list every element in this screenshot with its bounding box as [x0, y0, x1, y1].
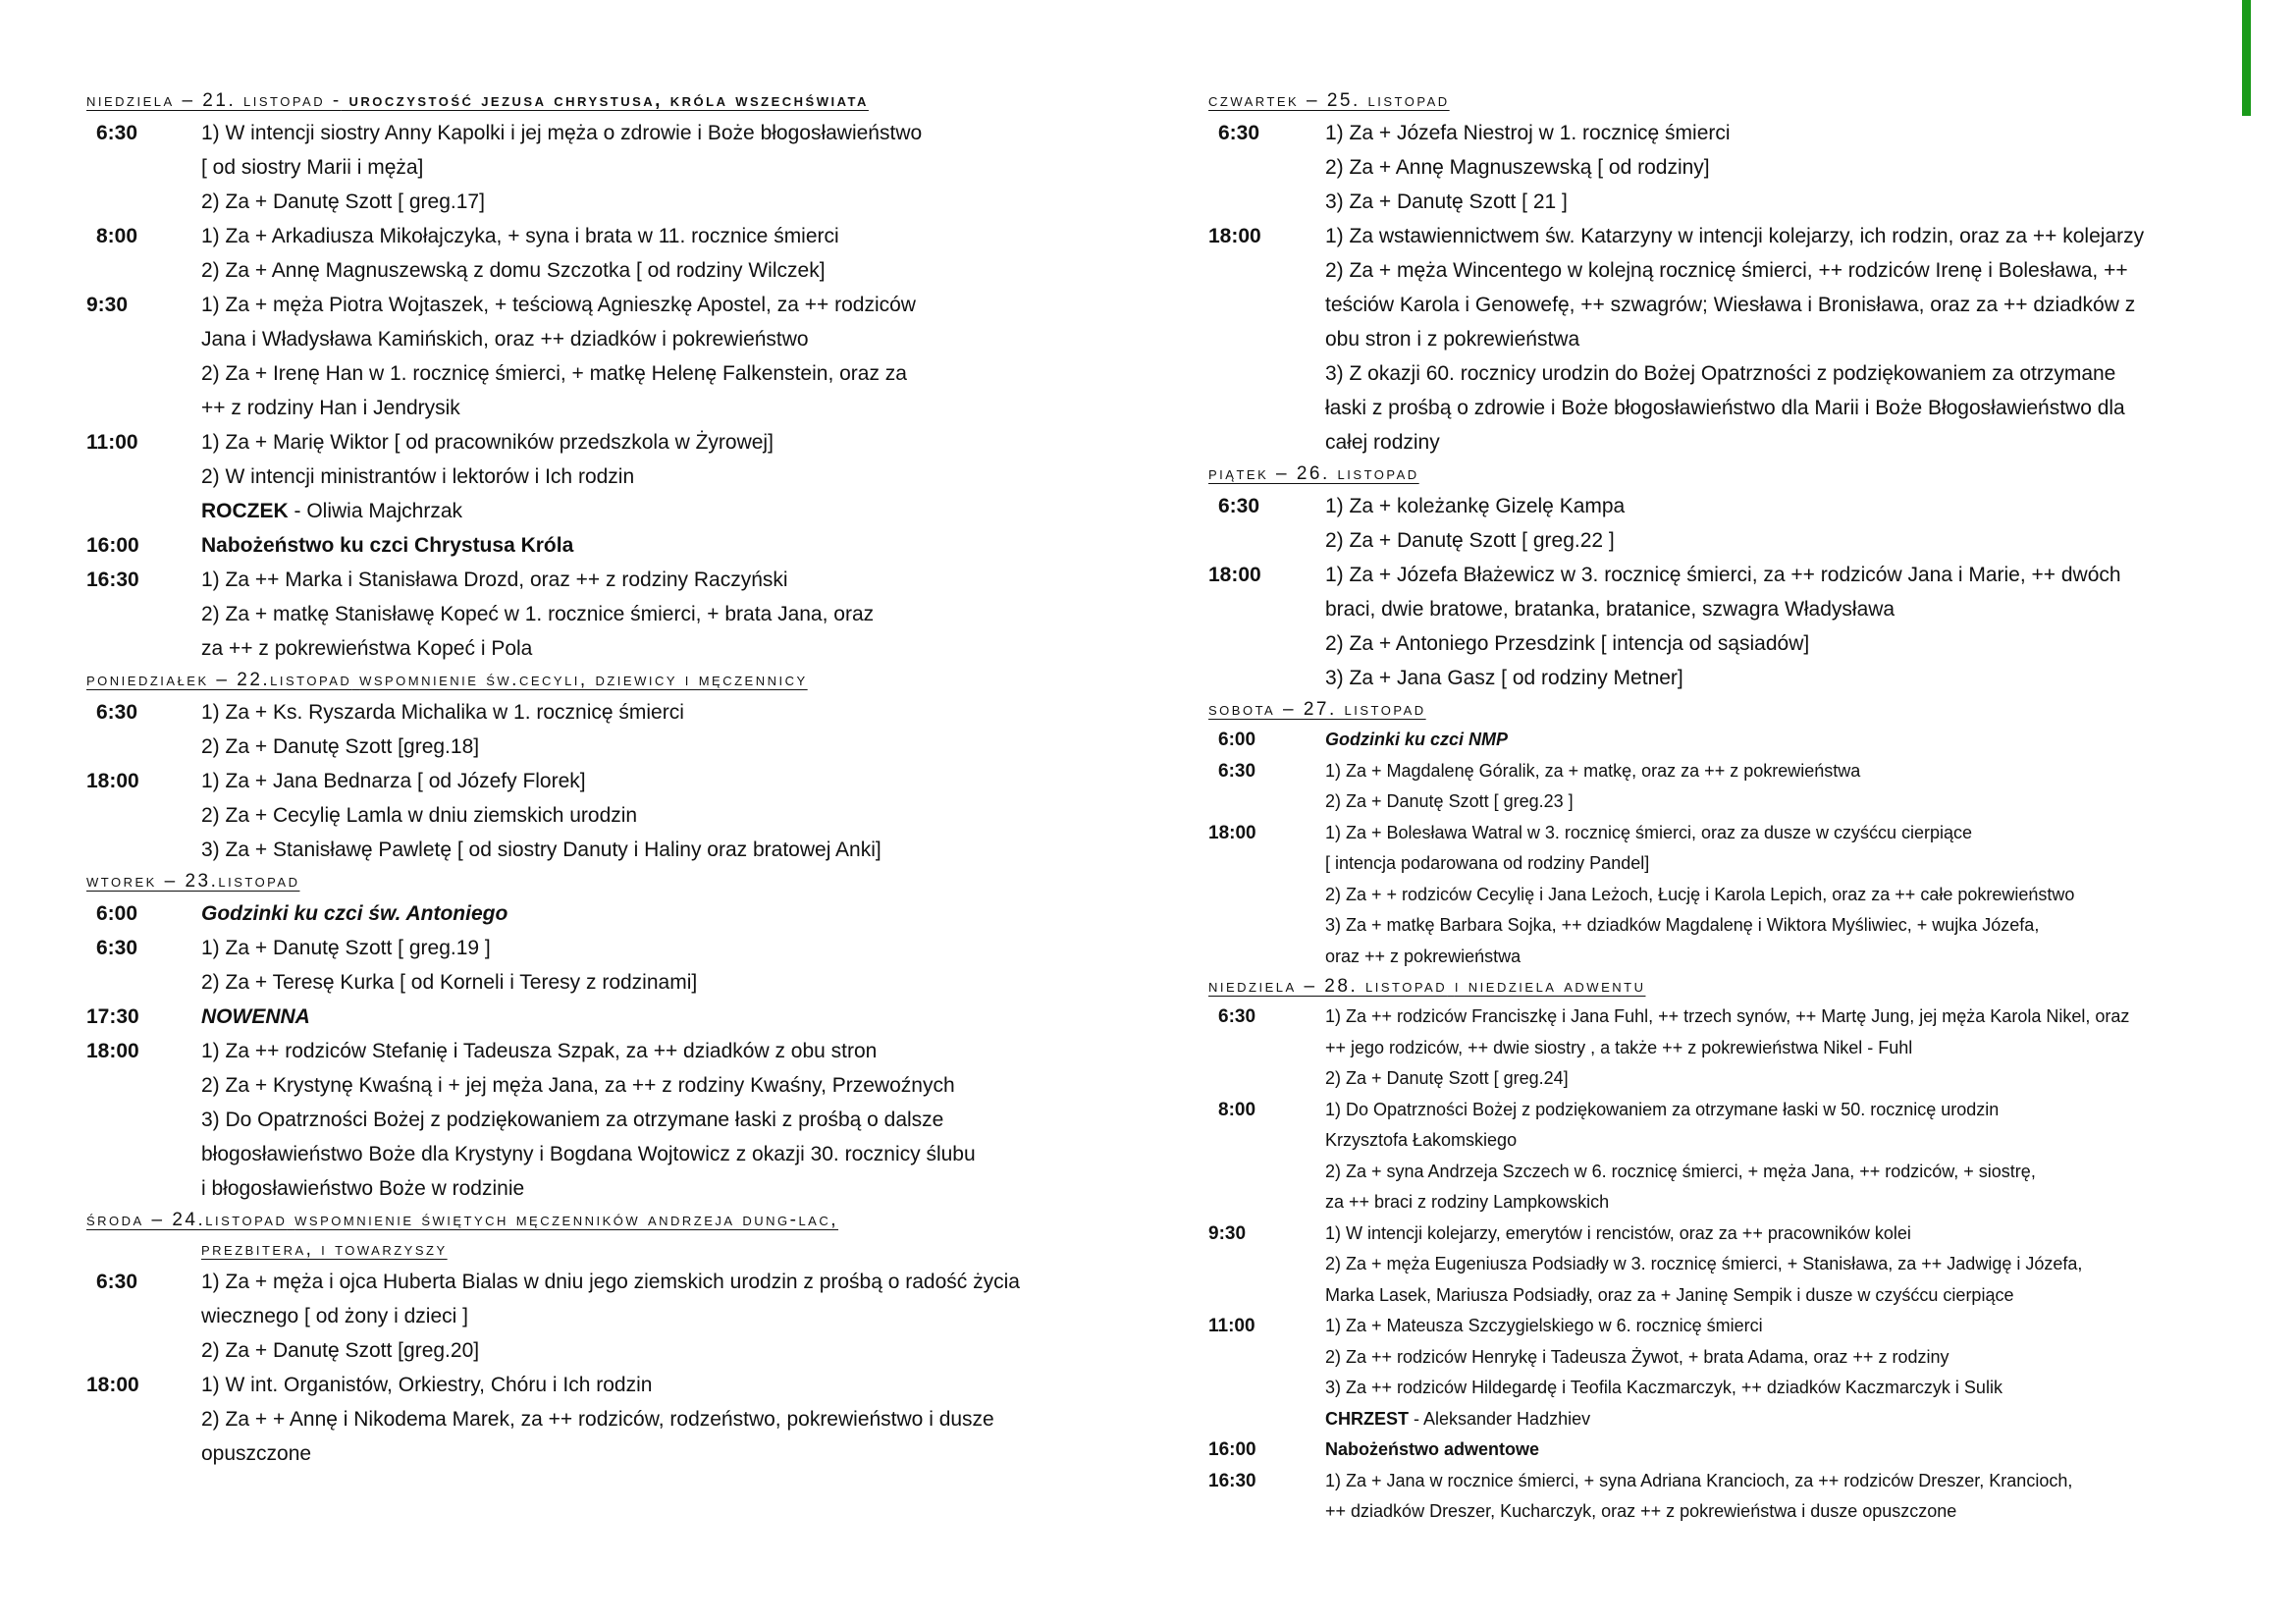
intention-line: 3) Za ++ rodziców Hildegardę i Teofila Kaczmarczyk, ++ dziadków Kaczmarczyk i Sulik [1325, 1378, 2002, 1397]
intention-line: 1) Za + Józefa Niestroj w 1. rocznicę śmierci [1325, 122, 1731, 144]
mass-time: 6:00 [1218, 730, 1256, 750]
mass-time: 16:30 [86, 568, 139, 591]
mass-time: 9:30 [86, 294, 129, 316]
intention-line: Marka Lasek, Mariusza Podsiadły, oraz za + Janinę Sempik i dusze w czyśćcu cierpiące [1325, 1284, 2014, 1305]
intention-line: 2) Za + Danutę Szott [greg.20] [201, 1339, 480, 1362]
intention-line: oraz ++ z pokrewieństwa [1325, 946, 1522, 966]
intention-list [1325, 219, 2239, 460]
intention-line: 1) Za + Jana Bednarza [ od Józefy Florek] [201, 770, 586, 792]
intention-line: ++ jego rodziców, ++ dwie siostry , a także ++ z pokrewieństwa Nikel - Fuhl [1325, 1037, 1913, 1057]
mass-time: 6:00 [96, 902, 138, 925]
intention-list [201, 1034, 1117, 1206]
intention-line: 2) Za + Danutę Szott [greg.18] [201, 735, 480, 758]
intention-line: łaski z prośbą o zdrowie i Boże błogosławieństwo dla Marii i Boże Błogosławieństwo dla [1325, 397, 2125, 419]
intention-line: za ++ braci z rodziny Lampkowskich [1325, 1192, 1610, 1212]
day-section [86, 1206, 1117, 1471]
mass-time: 18:00 [86, 1374, 139, 1396]
mass-entry [86, 528, 1117, 563]
intention-line: 1) Za + Mateusza Szczygielskiego w 6. rocznicę śmierci [1325, 1316, 1763, 1335]
intention-line: 3) Z okazji 60. rocznicy urodzin do Bożej Opatrzności z podziękowaniem za otrzymane [1325, 362, 2116, 385]
mass-time: 11:00 [1208, 1316, 1255, 1336]
mass-entry [1208, 1001, 2239, 1095]
intention-line: błogosławieństwo Boże dla Krystyny i Bogdana Wojtowicz z okazji 30. rocznicy ślubu [201, 1143, 976, 1165]
intention-line: 3) Za + matkę Barbara Sojka, ++ dziadków Magdalenę i Wiktora Myśliwiec, + wujka Józefa, [1325, 915, 2040, 935]
intention-list [201, 1000, 1117, 1034]
mass-entry [86, 1368, 1117, 1471]
day-section [86, 86, 1117, 666]
mass-time: 8:00 [1218, 1099, 1256, 1120]
intention-line: 1) Za + Bolesława Watral w 3. rocznicę śmierci, oraz za dusze w czyśćcu cierpiące [1325, 822, 1973, 842]
mass-time: 9:30 [1208, 1222, 1247, 1244]
intention-list [1325, 489, 2239, 558]
day-name: sobota – 27. listopad [1208, 699, 1426, 720]
intention-line: teściów Karola i Genowefę, ++ szwagrów; Wiesława i Bronisława, oraz za ++ dziadków z [1325, 294, 2136, 316]
day-section [86, 666, 1117, 867]
intention-list [201, 528, 1117, 563]
mass-entry [86, 563, 1117, 666]
intention-line: 3) Za + Jana Gasz [ od rodziny Metner] [1325, 667, 1683, 689]
mass-entry [1208, 489, 2239, 558]
intention-line: 2) Za + Danutę Szott [ greg.24] [1325, 1068, 1569, 1088]
intention-line: Godzinki ku czci NMP [1325, 730, 1509, 749]
mass-time: 16:30 [1208, 1470, 1256, 1491]
intention-line: opuszczone [201, 1442, 312, 1465]
intention-line: 1) Za ++ Marka i Stanisława Drozd, oraz ++ z rodziny Raczyński [201, 568, 788, 591]
intention-line: Krzysztofa Łakomskiego [1325, 1130, 1518, 1150]
intention-line: 1) Za + Jana w rocznice śmierci, + syna Adriana Krancioch, za ++ rodziców Dreszer, Krancioch, [1325, 1470, 2073, 1490]
intention-line: 1) W intencji kolejarzy, emerytów i rencistów, oraz za ++ pracowników kolei [1325, 1222, 1911, 1243]
intention-list [1325, 1001, 2239, 1095]
day-name: czwartek – 25. listopad [1208, 90, 1450, 111]
intention-line: 1) Za + Ks. Ryszarda Michalika w 1. rocznicę śmierci [201, 701, 684, 724]
intention-list [1325, 558, 2239, 695]
intention-line: 2) Za + matkę Stanisławę Kopeć w 1. rocznice śmierci, + brata Jana, oraz [201, 603, 875, 625]
intention-line: [ intencja podarowana od rodziny Pandel] [1325, 853, 1650, 873]
intention-line: 2) Za + męża Wincentego w kolejną rocznicę śmierci, ++ rodziców Irenę i Bolesława, ++ [1325, 259, 2128, 282]
day-name: niedziela – 28. listopad [1208, 976, 1448, 997]
feast-name: uroczystość jezusa chrystusa, króla wszechświata [348, 90, 869, 111]
mass-time: 18:00 [86, 1040, 139, 1062]
intention-line: 1) Za + męża i ojca Huberta Bialas w dniu jego ziemskich urodzin z prośbą o radość życia [201, 1271, 1020, 1293]
right-column [1208, 86, 2239, 1528]
mass-time: 6:30 [96, 937, 138, 959]
intention-list [201, 896, 1117, 931]
day-section [1208, 972, 2239, 1528]
intention-list [201, 695, 1117, 764]
day-section [1208, 695, 2239, 972]
intention-line: 2) Za + syna Andrzeja Szczech w 6. rocznicę śmierci, + męża Jana, ++ rodziców, + siostrę, [1325, 1161, 2036, 1181]
mass-time: 16:00 [1208, 1439, 1256, 1460]
mass-time: 18:00 [1208, 225, 1261, 247]
intention-list [201, 1265, 1117, 1368]
mass-time: 11:00 [86, 431, 138, 454]
mass-entry [1208, 1466, 2239, 1528]
day-section [1208, 460, 2239, 695]
day-section [1208, 86, 2239, 460]
mass-entry [1208, 756, 2239, 818]
intention-line: obu stron i z pokrewieństwa [1325, 328, 1580, 351]
day-name: wtorek – 23.listopad [86, 871, 300, 892]
intention-line: 1) Za ++ rodziców Franciszkę i Jana Fuhl, ++ trzech synów, ++ Martę Jung, jej męża Karola Nikel, oraz [1325, 1006, 2130, 1026]
intention-line: 1) Za wstawiennictwem św. Katarzyny w intencji kolejarzy, ich rodzin, oraz za ++ kolejarzy [1325, 225, 2145, 247]
intention-line: CHRZEST - Aleksander Hadzhiev [1325, 1408, 1591, 1429]
mass-entry [1208, 1435, 2239, 1466]
mass-entry [86, 288, 1117, 425]
intention-list [1325, 1435, 2239, 1466]
intention-list [201, 219, 1117, 288]
intention-line: 2) Za + Krystynę Kwaśną i + jej męża Jana, za ++ z rodziny Kwaśny, Przewoźnych [201, 1074, 955, 1097]
intention-line: 3) Do Opatrzności Bożej z podziękowaniem za otrzymane łaski z prośbą o dalsze [201, 1109, 944, 1131]
mass-entry [86, 1265, 1117, 1368]
intention-list [1325, 1466, 2239, 1528]
intention-line: 1) Za + Arkadiusza Mikołajczyka, + syna i brata w 11. rocznice śmierci [201, 225, 839, 247]
intention-line: 2) Za + Cecylię Lamla w dniu ziemskich urodzin [201, 804, 638, 827]
intention-line: Nabożeństwo ku czci Chrystusa Króla [201, 534, 574, 557]
sacrament-label: CHRZEST [1325, 1408, 1409, 1429]
mass-time: 6:30 [1218, 1006, 1256, 1027]
day-header [1208, 460, 2239, 489]
intention-line: i błogosławieństwo Boże w rodzinie [201, 1177, 525, 1200]
mass-entry [1208, 1095, 2239, 1218]
intention-list [201, 931, 1117, 1000]
intention-list [1325, 756, 2239, 818]
feast-name: wspomnienie św.cecyli, dziewicy i męczennicy [359, 670, 808, 690]
mass-entry [1208, 725, 2239, 756]
mass-time: 6:30 [96, 701, 138, 724]
mass-time: 16:00 [86, 534, 139, 557]
intention-line: wiecznego [ od żony i dzieci ] [201, 1305, 468, 1327]
day-section [86, 867, 1117, 1206]
mass-entry [1208, 116, 2239, 219]
intention-list [1325, 818, 2239, 973]
intention-line: 2) Za + + rodziców Cecylię i Jana Leżoch, Łucję i Karola Lepich, oraz za ++ całe pokrewieństwo [1325, 884, 2075, 904]
intention-line: 2) Za + Danutę Szott [ greg.17] [201, 190, 485, 213]
mass-time: 6:30 [1218, 122, 1260, 144]
day-name: poniedziałek – 22.listopad [86, 670, 352, 690]
intention-line: 1) W int. Organistów, Orkiestry, Chóru i Ich rodzin [201, 1374, 653, 1396]
mass-entry [86, 1000, 1117, 1034]
mass-time: 6:30 [1218, 495, 1260, 517]
mass-time: 18:00 [86, 770, 139, 792]
intention-list [1325, 1218, 2239, 1312]
intention-list [201, 563, 1117, 666]
intention-list [201, 1368, 1117, 1471]
green-edge-bar [2242, 0, 2251, 116]
mass-time: 6:30 [96, 1271, 138, 1293]
mass-entry [1208, 818, 2239, 973]
intention-line: za ++ z pokrewieństwa Kopeć i Pola [201, 637, 533, 660]
intention-line: całej rodziny [1325, 431, 1440, 454]
intention-line: ++ dziadków Dreszer, Kucharczyk, oraz ++ z pokrewieństwa i dusze opuszczone [1325, 1501, 1957, 1521]
day-header [86, 867, 1117, 896]
intention-line: 1) Za ++ rodziców Stefanię i Tadeusza Szpak, za ++ dziadków z obu stron [201, 1040, 878, 1062]
intention-list [201, 425, 1117, 528]
intention-line: 2) Za + Annę Magnuszewską [ od rodziny] [1325, 156, 1710, 179]
intention-line: 2) Za + Teresę Kurka [ od Korneli i Teresy z rodzinami] [201, 971, 698, 994]
mass-entry [86, 116, 1117, 219]
intention-line: 1) Za + Marię Wiktor [ od pracowników przedszkola w Żyrowej] [201, 431, 774, 454]
intention-line: 2) Za + Danutę Szott [ greg.22 ] [1325, 529, 1615, 552]
intention-list [1325, 725, 2239, 756]
intention-line: 2) Za + Irenę Han w 1. rocznicę śmierci, + matkę Helenę Falkenstein, oraz za [201, 362, 907, 385]
day-header [1208, 86, 2239, 116]
intention-list [1325, 116, 2239, 219]
intention-line: 3) Za + Stanisławę Pawletę [ od siostry Danuty i Haliny oraz bratowej Anki] [201, 839, 881, 861]
mass-entry [1208, 1311, 2239, 1435]
left-column [86, 86, 1117, 1471]
day-header [1208, 972, 2239, 1001]
mass-time: 18:00 [1208, 564, 1261, 586]
intention-line: ROCZEK - Oliwia Majchrzak [201, 500, 463, 522]
intention-line: 2) Za + Danutę Szott [ greg.23 ] [1325, 791, 1574, 811]
intention-line: 1) Za + Józefa Błażewicz w 3. rocznicę śmierci, za ++ rodziców Jana i Marie, ++ dwóch [1325, 564, 2121, 586]
intention-line: Jana i Władysława Kamińskich, oraz ++ dziadków i pokrewieństwo [201, 328, 809, 351]
mass-entry [86, 219, 1117, 288]
intention-list [201, 116, 1117, 219]
mass-time: 6:30 [1218, 760, 1256, 782]
feast-name: wspomnienie świętych męczenników andrzeja dung-lac, [294, 1210, 839, 1230]
day-name: środa – 24.listopad [86, 1210, 288, 1230]
intention-line: ++ z rodziny Han i Jendrysik [201, 397, 460, 419]
intention-line: 1) W intencji siostry Anny Kapolki i jej męża o zdrowie i Boże błogosławieństwo [201, 122, 923, 144]
intention-line: Nabożeństwo adwentowe [1325, 1439, 1540, 1459]
intention-line: 1) Za + Magdalenę Góralik, za + matkę, oraz za ++ z pokrewieństwa [1325, 760, 1861, 781]
intention-line: 2) Za + Annę Magnuszewską z domu Szczotka [ od rodziny Wilczek] [201, 259, 826, 282]
mass-entry [86, 896, 1117, 931]
intention-list [1325, 1095, 2239, 1218]
intention-list [201, 288, 1117, 425]
mass-entry [86, 764, 1117, 867]
intention-line: 3) Za + Danutę Szott [ 21 ] [1325, 190, 1568, 213]
intention-line: 2) Za ++ rodziców Henrykę i Tadeusza Żywot, + brata Adama, oraz ++ z rodziny [1325, 1346, 1949, 1367]
feast-name: i niedziela adwentu [1454, 976, 1646, 997]
mass-time: 18:00 [1208, 822, 1256, 843]
intention-line: 2) Za + + Annę i Nikodema Marek, za ++ rodziców, rodzeństwo, pokrewieństwo i dusze [201, 1408, 994, 1431]
day-header [1208, 695, 2239, 725]
day-header [86, 1206, 1117, 1235]
feast-name-cont: prezbitera, i towarzyszy [201, 1239, 448, 1260]
intention-list [1325, 1311, 2239, 1435]
intention-list [201, 764, 1117, 867]
intention-line: 1) Za + Danutę Szott [ greg.19 ] [201, 937, 491, 959]
mass-entry [1208, 219, 2239, 460]
day-name: piątek – 26. listopad [1208, 463, 1419, 484]
sacrament-label: ROCZEK [201, 500, 289, 522]
intention-line: 2) Za + Antoniego Przesdzink [ intencja od sąsiadów] [1325, 632, 1810, 655]
mass-time: 8:00 [96, 225, 138, 247]
day-header [86, 666, 1117, 695]
mass-time: 6:30 [96, 122, 138, 144]
mass-entry [86, 1034, 1117, 1206]
mass-time: 17:30 [86, 1005, 139, 1028]
intention-line: Godzinki ku czci św. Antoniego [201, 902, 508, 925]
day-name: niedziela – 21. listopad - [86, 90, 342, 111]
intention-line: NOWENNA [201, 1005, 310, 1028]
mass-entry [86, 425, 1117, 528]
day-header [86, 86, 1117, 116]
mass-entry [86, 695, 1117, 764]
intention-line: 2) Za + męża Eugeniusza Podsiadły w 3. rocznicę śmierci, + Stanisława, za ++ Jadwigę i Józefa, [1325, 1254, 2083, 1273]
intention-line: braci, dwie bratowe, bratanka, bratanice, szwagra Władysława [1325, 598, 1896, 621]
intention-line: 1) Za + męża Piotra Wojtaszek, + teściową Agnieszkę Apostel, za ++ rodziców [201, 294, 916, 316]
intention-line: 1) Do Opatrzności Bożej z podziękowaniem za otrzymane łaski w 50. rocznicę urodzin [1325, 1099, 2000, 1119]
feast-continuation [86, 1235, 1117, 1265]
intention-line: 2) W intencji ministrantów i lektorów i Ich rodzin [201, 465, 635, 488]
mass-entry [1208, 558, 2239, 695]
mass-entry [1208, 1218, 2239, 1312]
intention-line: 1) Za + koleżankę Gizelę Kampa [1325, 495, 1626, 517]
intention-line: [ od siostry Marii i męża] [201, 156, 424, 179]
mass-entry [86, 931, 1117, 1000]
